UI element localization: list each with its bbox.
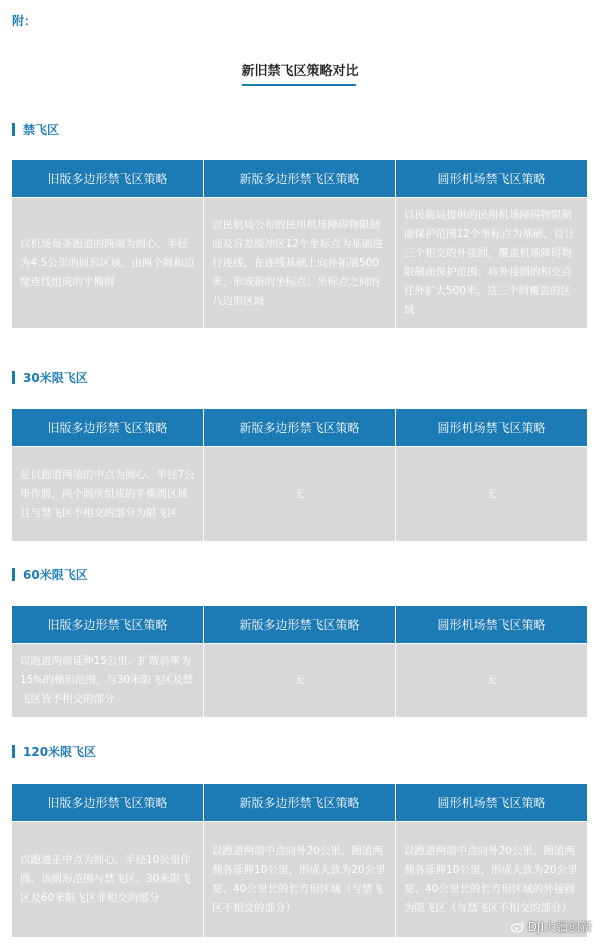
table-cell-circular: 以跑道两端中点向外20公里，跑道两侧各延伸10公里，形成大致为20公里宽、40公里长的长方形区域的外接圆为限飞区（与禁飞区不相交的部分） (396, 822, 588, 938)
section-heading-text: 禁飞区 (23, 123, 60, 137)
comparison-table-no-fly (11, 159, 588, 329)
comparison-table-60m (11, 605, 588, 718)
page-title: 新旧禁飞区策略对比 (241, 64, 359, 79)
section-marker (12, 745, 15, 758)
comparison-table-120m (11, 783, 588, 938)
column-header-old: 旧版多边形禁飞区策略 (12, 606, 204, 644)
comparison-table-30m (11, 408, 588, 542)
table-row (12, 198, 588, 329)
section-heading-120m (12, 743, 96, 760)
column-header-old: 旧版多边形禁飞区策略 (12, 160, 204, 198)
appendix-label: 附： (12, 14, 37, 28)
watermark (511, 918, 592, 935)
column-header-new: 新版多边形禁飞区策略 (204, 606, 396, 644)
table-cell-circular: 无 (396, 644, 588, 718)
section-heading-60m (12, 566, 88, 583)
table-cell-old: 以跑道两端延伸15公里、扩散斜率为15%的梯形范围，与30米限飞区及禁飞区皆不相交的部分 (12, 644, 204, 718)
table-header-row (12, 160, 588, 198)
table-cell-new: 以跑道两端中点向外20公里，跑道两侧各延伸10公里，形成大致为20公里宽、40公里长的长方形区域（与禁飞区不相交的部分） (204, 822, 396, 938)
table-header-row (12, 606, 588, 644)
column-header-old: 旧版多边形禁飞区策略 (12, 409, 204, 447)
section-marker (12, 123, 15, 136)
column-header-circular: 圆形机场禁飞区策略 (396, 606, 588, 644)
table-cell-old: 是以跑道两端的中点为圆心、半径7公里作圆，两个圆所组成的平椭圆区域且与禁飞区不相交的部分为限飞区 (12, 447, 204, 542)
column-header-circular: 圆形机场禁飞区策略 (396, 160, 588, 198)
column-header-new: 新版多边形禁飞区策略 (204, 784, 396, 822)
table-cell-new: 以民航局公布的民用机场障碍物限制面及容差缓冲区12个坐标点为基础进行连线，在连线基础上向外拓展500米，形成新的坐标点；坐标点之间的八边形区域 (204, 198, 396, 329)
table-row (12, 822, 588, 938)
table-cell-old: 以机场每条跑道的两端为圆心、半径为4.5公里的圆形区域，由两个圆和边缘连线组成的平椭圆 (12, 198, 204, 329)
section-marker (12, 568, 15, 581)
table-row (12, 447, 588, 542)
weibo-logo-icon (511, 921, 525, 933)
table-cell-circular: 无 (396, 447, 588, 542)
table-cell-new: 无 (204, 447, 396, 542)
section-heading-30m (12, 369, 88, 386)
table-cell-circular: 以民航局提供的民用机场障碍物限制面保护范围12个坐标点为基础，设计三个相交的外接圆，覆盖机场障碍物限制面保护范围；将外接圆的相交点往外扩大500米。这三个圆覆盖的区域 (396, 198, 588, 329)
table-row (12, 644, 588, 718)
table-cell-new: 无 (204, 644, 396, 718)
section-heading-no-fly (12, 121, 59, 138)
column-header-circular: 圆形机场禁飞区策略 (396, 409, 588, 447)
table-header-row (12, 784, 588, 822)
section-marker (12, 371, 15, 384)
section-heading-text: 60米限飞区 (23, 568, 88, 582)
column-header-new: 新版多边形禁飞区策略 (204, 409, 396, 447)
column-header-circular: 圆形机场禁飞区策略 (396, 784, 588, 822)
section-heading-text: 30米限飞区 (23, 371, 88, 385)
table-header-row (12, 409, 588, 447)
table-cell-old: 以跑道正中点为圆心、半径10公里作圆，该圆形范围与禁飞区、30米限飞区及60米限飞区非相交的部分 (12, 822, 204, 938)
column-header-old: 旧版多边形禁飞区策略 (12, 784, 204, 822)
column-header-new: 新版多边形禁飞区策略 (204, 160, 396, 198)
section-heading-text: 120米限飞区 (23, 745, 97, 759)
watermark-text: DJI大疆创新 (527, 920, 592, 934)
title-underline (242, 84, 356, 86)
